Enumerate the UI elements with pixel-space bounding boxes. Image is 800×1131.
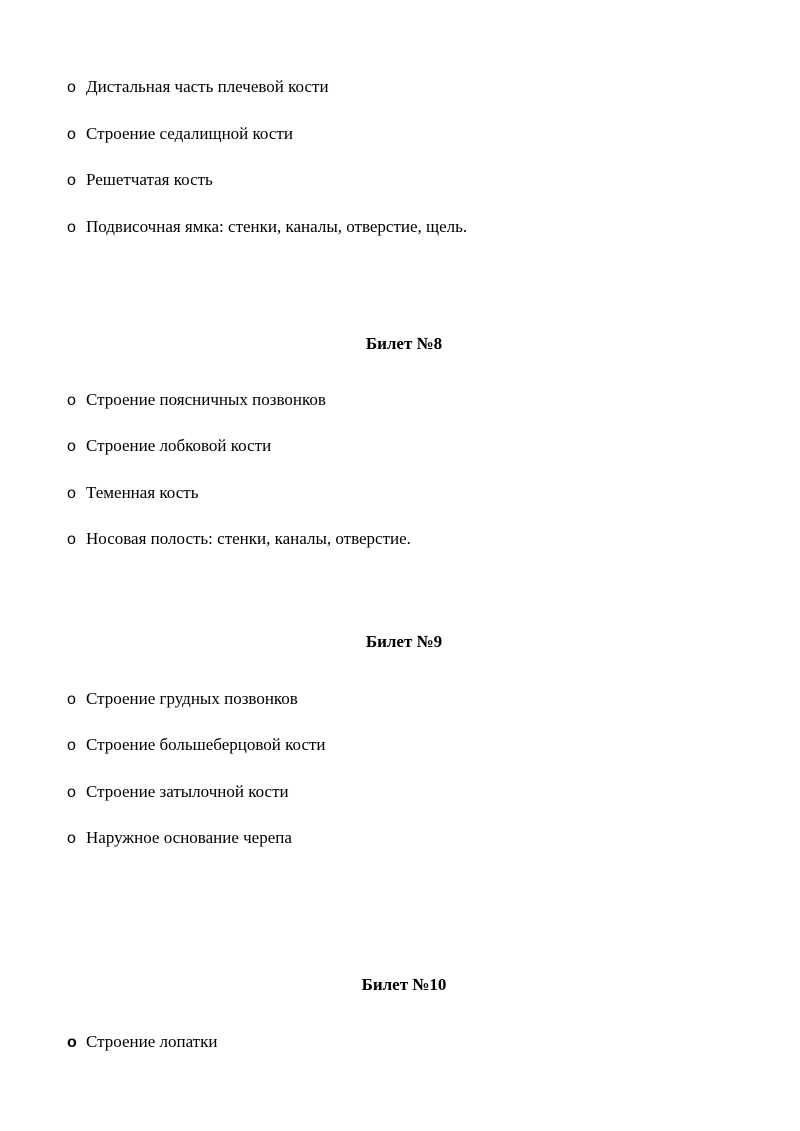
- item-text: Строение седалищной кости: [86, 124, 293, 143]
- list-item: [67, 483, 198, 504]
- list-item: [67, 390, 326, 411]
- list-item: [67, 529, 411, 550]
- bullet-marker: o: [67, 392, 76, 409]
- bullet-marker: o: [67, 438, 76, 455]
- bullet-marker: o: [67, 1034, 77, 1051]
- bullet-marker: o: [67, 830, 76, 847]
- item-text: Строение большеберцовой кости: [86, 735, 326, 754]
- item-text: Строение затылочной кости: [86, 782, 289, 801]
- ticket-heading: Билет №9: [365, 632, 443, 651]
- bullet-marker: o: [67, 126, 76, 143]
- list-item: [67, 828, 292, 849]
- bullet-marker: o: [67, 737, 76, 754]
- list-item: [67, 170, 213, 191]
- item-text: Носовая полость: стенки, каналы, отверстие.: [86, 529, 411, 548]
- list-item: [67, 689, 298, 710]
- list-item: [67, 735, 326, 756]
- item-text: Дистальная часть плечевой кости: [86, 77, 329, 96]
- bullet-marker: o: [67, 172, 76, 189]
- item-text: Наружное основание черепа: [86, 828, 292, 847]
- list-item: [67, 124, 293, 145]
- ticket-heading: Билет №8: [365, 334, 443, 353]
- bullet-marker: o: [67, 79, 76, 96]
- bullet-marker: o: [67, 784, 76, 801]
- bullet-marker: o: [67, 691, 76, 708]
- bullet-marker: o: [67, 219, 76, 236]
- item-text: Строение поясничных позвонков: [86, 390, 326, 409]
- list-item: [67, 436, 271, 457]
- bullet-marker: o: [67, 485, 76, 502]
- item-text: Подвисочная ямка: стенки, каналы, отверстие, щель.: [86, 217, 468, 236]
- bullet-marker: o: [67, 531, 76, 548]
- item-text: Строение лобковой кости: [86, 436, 272, 455]
- item-text: Теменная кость: [86, 483, 199, 502]
- item-text: Строение лопатки: [86, 1032, 218, 1051]
- list-item: [67, 1032, 217, 1053]
- list-item: [67, 77, 329, 98]
- list-item: [67, 217, 467, 238]
- item-text: Строение грудных позвонков: [86, 689, 298, 708]
- item-text: Решетчатая кость: [86, 170, 213, 189]
- ticket-heading: Билет №10: [361, 975, 447, 994]
- list-item: [67, 782, 289, 803]
